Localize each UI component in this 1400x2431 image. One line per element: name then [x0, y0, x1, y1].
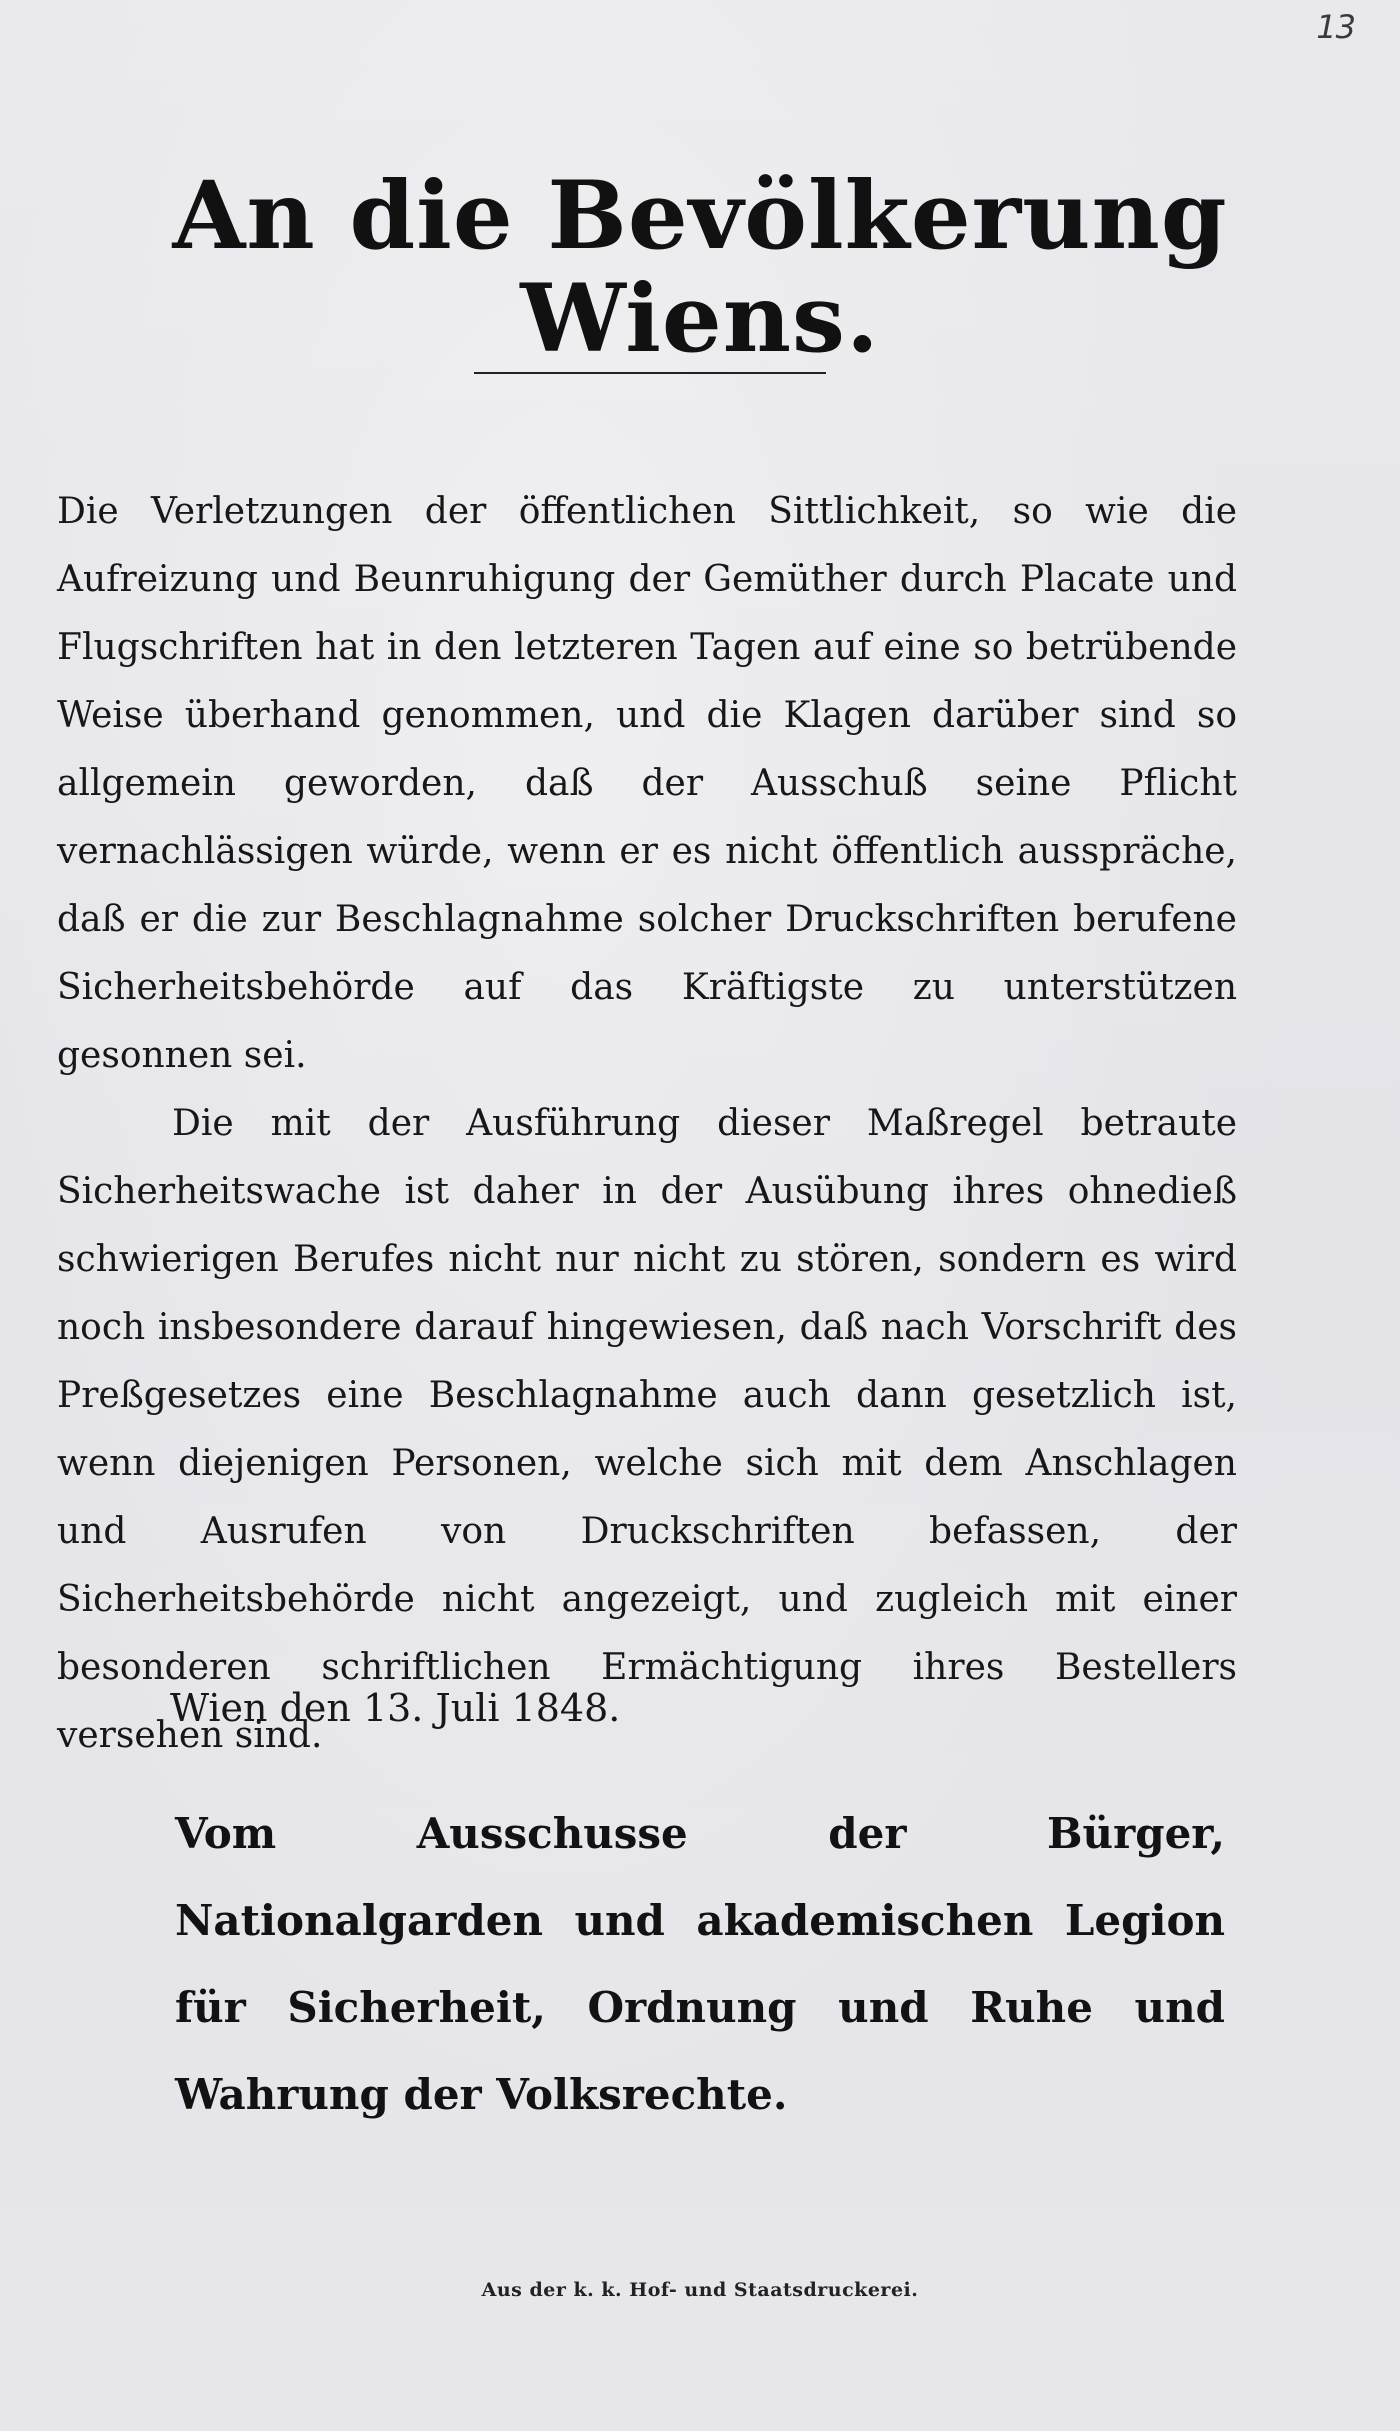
signature-block: Vom Ausschusse der Bürger, Nationalgarden und akademischen Legion für Sicherheit, Ordnung und Ruhe und Wahrung der Volksrechte. [175, 1809, 1225, 2119]
paragraph: Die mit der Ausführung dieser Maßregel betraute Sicherheitswache ist daher in der Ausübung ihres ohnedieß schwierigen Berufes nicht nur nicht zu stören, sondern es wird noch insbesondere darauf hingewiesen, daß nach Vorschrift des Preßgesetzes eine Beschlagnahme auch dann gesetzlich ist, wenn diejenigen Personen, welche sich mit dem Anschlagen und Ausrufen von Druckschriften befassen, der Sicherheitsbehörde nicht angezeigt, und zugleich mit einer besonderen schriftlichen Ermächtigung ihres Bestellers versehen sind. [57, 1103, 1237, 1756]
printer-imprint: Aus der k. k. Hof- und Staatsdruckerei. [481, 2279, 919, 2301]
document-title: An die Bevölkerung Wiens. [172, 161, 1228, 375]
page-number: 13 [1316, 8, 1355, 46]
paragraph: Die Verletzungen der öffentlichen Sittlichkeit, so wie die Aufreizung und Beunruhigung der Gemüther durch Placate und Flugschriften hat in den letzteren Tagen auf eine so betrübende Weise überhand genommen, und die Klagen darüber sind so allgemein geworden, daß der Ausschuß seine Pflicht vernachlässigen würde, wenn er es nicht öffentlich ausspräche, daß er die zur Beschlagnahme solcher Druckschriften berufene Sicherheitsbehörde auf das Kräftigste zu unterstützen gesonnen sei. [57, 491, 1237, 1076]
date-line: Wien den 13. Juli 1848. [170, 1686, 621, 1730]
body-text [57, 478, 1237, 1770]
title-divider [474, 372, 826, 374]
